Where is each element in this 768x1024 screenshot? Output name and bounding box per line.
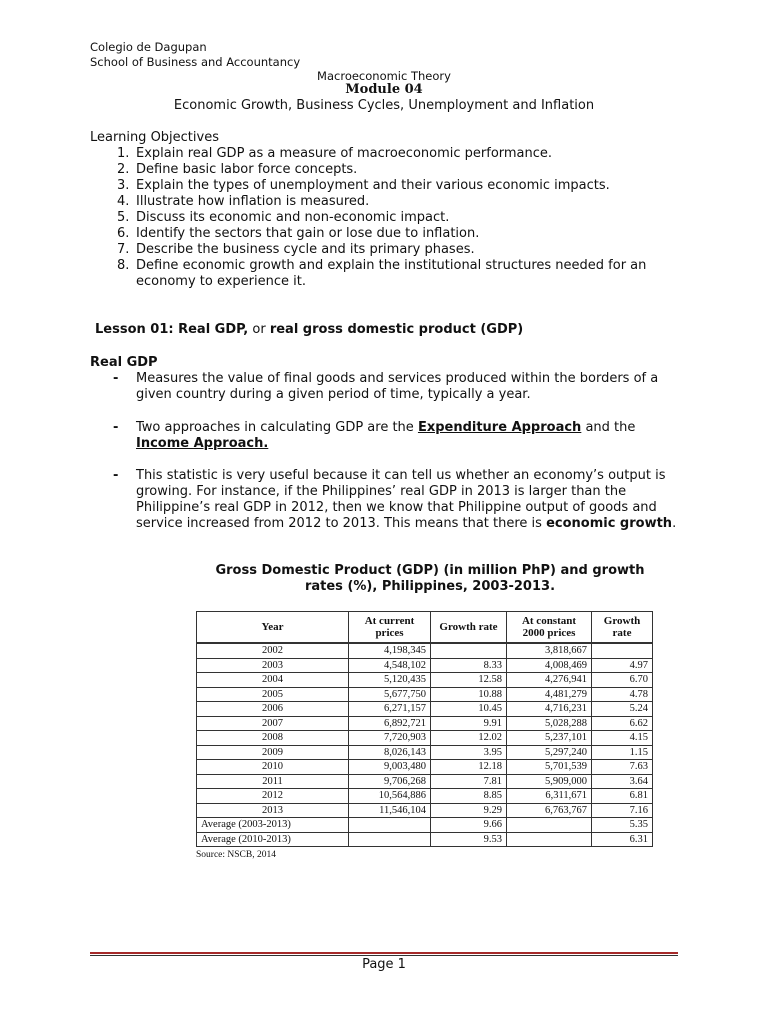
- section-heading: Real GDP: [90, 355, 158, 370]
- objective-number: 1.: [117, 146, 130, 161]
- table-cell: 7.81: [431, 774, 507, 789]
- bullet-text: Two approaches in calculating GDP are the Expenditure Approach and the Income Approach.: [136, 420, 636, 451]
- table-cell: 10.45: [431, 702, 507, 717]
- table-row: [197, 658, 653, 673]
- table-row: [197, 803, 653, 818]
- table-cell: 3.95: [431, 745, 507, 760]
- table-header-row: [197, 612, 653, 644]
- table-cell: 7.16: [592, 803, 653, 818]
- objective-item: [117, 178, 677, 194]
- table-cell: [431, 643, 507, 658]
- table-cell: [507, 832, 592, 847]
- table-cell: 6.31: [592, 832, 653, 847]
- bullet-dash: -: [113, 371, 119, 386]
- objective-text: Define basic labor force concepts.: [136, 162, 358, 177]
- module-subtitle: Economic Growth, Business Cycles, Unemployment and Inflation: [173, 98, 595, 113]
- objective-item: [117, 146, 677, 162]
- header-growth-rate-constant: Growth rate: [592, 612, 653, 644]
- table-cell: 5,701,539: [507, 760, 592, 775]
- table-cell: 4,548,102: [349, 658, 431, 673]
- objective-number: 4.: [117, 194, 130, 209]
- table-cell: 5,297,240: [507, 745, 592, 760]
- table-cell: 4,276,941: [507, 673, 592, 688]
- table-cell: 9.91: [431, 716, 507, 731]
- table-cell: Average (2003-2013): [197, 818, 349, 833]
- table-cell: [349, 832, 431, 847]
- table-cell: 8,026,143: [349, 745, 431, 760]
- table-row: [197, 643, 653, 658]
- table-cell: 3,818,667: [507, 643, 592, 658]
- table-cell: 2002: [197, 643, 349, 658]
- bullet-dash: -: [113, 468, 119, 483]
- table-cell: 5,120,435: [349, 673, 431, 688]
- income-approach-link: Income Approach.: [136, 436, 269, 451]
- lesson-title: [95, 322, 523, 337]
- objective-text: Explain real GDP as a measure of macroeconomic performance.: [136, 146, 553, 161]
- table-row: [197, 760, 653, 775]
- table-cell: 2006: [197, 702, 349, 717]
- objective-text: Discuss its economic and non-economic impact.: [136, 210, 450, 225]
- table-cell: 12.58: [431, 673, 507, 688]
- table-row: [197, 818, 653, 833]
- table-cell: 9,706,268: [349, 774, 431, 789]
- table-cell: 8.33: [431, 658, 507, 673]
- page-number: Page 1: [362, 957, 406, 972]
- table-row: [197, 731, 653, 746]
- objectives-heading: Learning Objectives: [90, 130, 219, 145]
- table-cell: 7,720,903: [349, 731, 431, 746]
- table-cell: 2011: [197, 774, 349, 789]
- objective-number: 6.: [117, 226, 130, 241]
- table-cell: 4,198,345: [349, 643, 431, 658]
- objective-number: 8.: [117, 258, 130, 273]
- table-cell: 6,311,671: [507, 789, 592, 804]
- table-cell: 2003: [197, 658, 349, 673]
- table-cell: 6,892,721: [349, 716, 431, 731]
- bullet-text: Measures the value of final goods and services produced within the borders of a given country during a given period of time, typically a year.: [136, 371, 659, 402]
- table-cell: 4,716,231: [507, 702, 592, 717]
- lesson-title-mid: or: [248, 322, 270, 337]
- table-cell: [592, 643, 653, 658]
- table-row: [197, 745, 653, 760]
- header-current-prices: At current prices: [349, 612, 431, 644]
- table-cell: 6,763,767: [507, 803, 592, 818]
- table-cell: 2012: [197, 789, 349, 804]
- table-cell: 11,546,104: [349, 803, 431, 818]
- objective-text: Illustrate how inflation is measured.: [136, 194, 370, 209]
- table-cell: 12.02: [431, 731, 507, 746]
- table-cell: 4.15: [592, 731, 653, 746]
- table-cell: 9,003,480: [349, 760, 431, 775]
- table-cell: 6.62: [592, 716, 653, 731]
- table-cell: 10,564,886: [349, 789, 431, 804]
- objective-item: [117, 258, 677, 290]
- objective-number: 7.: [117, 242, 130, 257]
- bullet-dash: -: [113, 420, 119, 435]
- objective-text: Identify the sectors that gain or lose due to inflation.: [136, 226, 480, 241]
- table-cell: 3.64: [592, 774, 653, 789]
- header-constant-prices: At constant 2000 prices: [507, 612, 592, 644]
- table-cell: 12.18: [431, 760, 507, 775]
- objective-number: 2.: [117, 162, 130, 177]
- table-cell: 2007: [197, 716, 349, 731]
- table-row: [197, 789, 653, 804]
- expenditure-approach-link: Expenditure Approach: [417, 420, 582, 435]
- course-title: Macroeconomic Theory: [317, 69, 451, 83]
- gdp-table: [196, 611, 653, 847]
- table-cell: 2005: [197, 687, 349, 702]
- footer-rule: [90, 952, 678, 954]
- table-cell: 8.85: [431, 789, 507, 804]
- table-cell: 6.81: [592, 789, 653, 804]
- table-cell: 2004: [197, 673, 349, 688]
- college-name: Colegio de Dagupan: [90, 40, 207, 54]
- objective-text: Describe the business cycle and its primary phases.: [136, 242, 475, 257]
- table-cell: 2008: [197, 731, 349, 746]
- objective-item: [117, 194, 677, 210]
- objective-item: [117, 162, 677, 178]
- table-row: [197, 673, 653, 688]
- table-cell: 5,677,750: [349, 687, 431, 702]
- table-cell: [349, 818, 431, 833]
- economic-growth-term: economic growth: [546, 516, 673, 531]
- table-cell: 2009: [197, 745, 349, 760]
- table-source: Source: NSCB, 2014: [196, 850, 276, 860]
- objective-item: [117, 242, 677, 258]
- bullet-text: This statistic is very useful because it can tell us whether an economy’s output is growing. For instance, if the Philippines’ real GDP in 2013 is larger than the Philippine’s real GDP in 2012, then we know that Philippine output of goods and service increased from 2012 to 2013. This means that there is economic growth.: [136, 468, 677, 531]
- table-cell: 5,237,101: [507, 731, 592, 746]
- objective-text: Explain the types of unemployment and their various economic impacts.: [136, 178, 610, 193]
- table-cell: 4,481,279: [507, 687, 592, 702]
- module-title: Module 04: [345, 82, 423, 97]
- footer-rule-thin: [90, 955, 678, 956]
- table-cell: 6,271,157: [349, 702, 431, 717]
- table-row: [197, 832, 653, 847]
- table-cell: 7.63: [592, 760, 653, 775]
- table-cell: 2013: [197, 803, 349, 818]
- objective-number: 3.: [117, 178, 130, 193]
- table-cell: 10.88: [431, 687, 507, 702]
- table-cell: 4.78: [592, 687, 653, 702]
- table-cell: [507, 818, 592, 833]
- table-cell: 4,008,469: [507, 658, 592, 673]
- objective-item: [117, 210, 677, 226]
- table-cell: 4.97: [592, 658, 653, 673]
- table-row: [197, 716, 653, 731]
- objective-item: [117, 226, 677, 242]
- table-cell: 1.15: [592, 745, 653, 760]
- table-cell: 9.29: [431, 803, 507, 818]
- header-growth-rate-current: Growth rate: [431, 612, 507, 644]
- table-cell: 5.35: [592, 818, 653, 833]
- table-cell: 6.70: [592, 673, 653, 688]
- table-cell: 2010: [197, 760, 349, 775]
- table-row: [197, 774, 653, 789]
- objective-text: Define economic growth and explain the institutional structures needed for an economy to experience it.: [136, 258, 647, 289]
- table-row: [197, 702, 653, 717]
- table-cell: 5,909,000: [507, 774, 592, 789]
- school-name: School of Business and Accountancy: [90, 55, 301, 69]
- lesson-title-part1: Lesson 01: Real GDP,: [95, 322, 249, 337]
- table-row: [197, 687, 653, 702]
- table-cell: Average (2010-2013): [197, 832, 349, 847]
- objectives-list: [117, 146, 677, 290]
- objective-number: 5.: [117, 210, 130, 225]
- lesson-title-part2: real gross domestic product (GDP): [269, 322, 524, 337]
- table-cell: 5.24: [592, 702, 653, 717]
- table-title: Gross Domestic Product (GDP) (in million PhP) and growth rates (%), Philippines, 2003-2013.: [215, 563, 645, 594]
- table-cell: 9.53: [431, 832, 507, 847]
- header-year: Year: [197, 612, 349, 644]
- table-cell: 5,028,288: [507, 716, 592, 731]
- table-cell: 9.66: [431, 818, 507, 833]
